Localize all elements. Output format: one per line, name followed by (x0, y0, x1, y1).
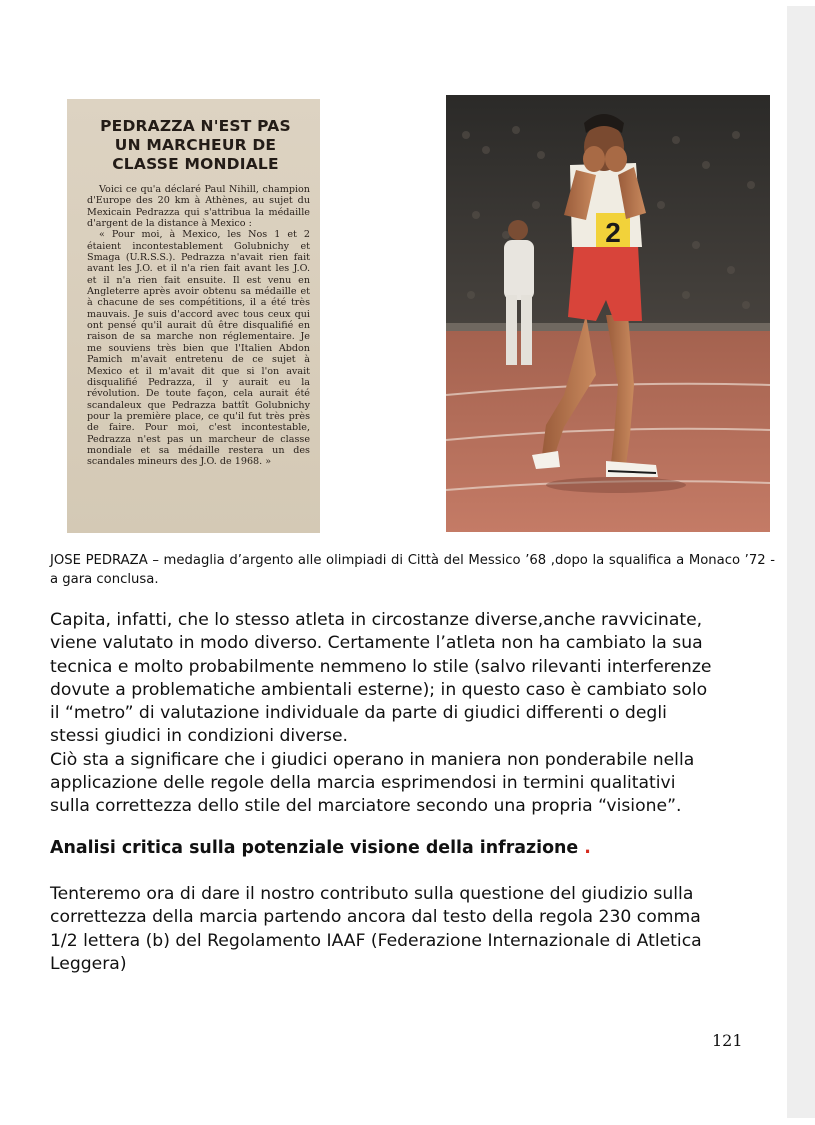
text-line: dovute a problematiche ambientali esterne); in questo caso è cambiato solo (50, 679, 708, 700)
text-line: Ciò sta a significare che i giudici operano in maniera non ponderabile nella (50, 749, 695, 770)
text-line: sulla correttezza dello stile del marciatore secondo una propria “visione”. (50, 796, 682, 817)
text-line: Tenteremo ora di dare il nostro contributo sulla questione del giudizio sulla (50, 884, 694, 904)
heading-red-dot: . (584, 838, 591, 858)
clipping-title (81, 117, 310, 174)
clipping-paragraph: Voici ce qu'a déclaré Paul Nihill, champion d'Europe des 20 km à Athènes, au sujet du Mexicain Pedrazza qui s'attribua la médaille d'argent de la distance à Mexico : (87, 184, 310, 230)
section-heading (50, 838, 775, 858)
text-line: correttezza della marcia partendo ancora dal testo della regola 230 comma (50, 907, 701, 928)
text-line: il “metro” di valutazione individuale da parte di giudici differenti o degli (50, 703, 667, 724)
text-line: applicazione delle regole della marcia esprimendosi in termini qualitativi (50, 773, 676, 794)
body-paragraph-3 (50, 883, 775, 976)
text-line: Leggera) (50, 953, 127, 974)
body-paragraph-1 (50, 609, 775, 819)
text-line: Capita, infatti, che lo stesso atleta in circostanze diverse,anche ravvicinate, (50, 610, 703, 630)
clipping-paragraph: « Pour moi, à Mexico, les Nos 1 et 2 étaient incontestablement Golubnichy et Smaga (U.R.S.S.). Pedrazza n'avait rien fait avant les J.O. et il n'a rien fait avant les J.O. et il n'a rien fait ensuite. Il est venu en Angleterre après avoir obtenu sa médaille et à chacune de ses compétitions, il a été très mauvais. Je suis d'accord avec tous ceux qui ont pensé qu'il aurait dû être disqualifié en raison de sa marche non réglementaire. Je me souviens très bien que l'Italien Abdon Pamich m'avait entretenu de ce sujet à Mexico et il m'avait dit que si l'on avait disqualifié Pedrazza, il y aurait eu la révolution. De toute façon, cela aurait été scandaleux que Pedrazza battît Golubnichy pour la première place, ce qu'il fut très près de faire. Pour moi, c'est incontestable, Pedrazza n'est pas un marcheur de classe mondiale et sa médaille restera un des scandales mineurs des J.O. de 1968. » (87, 229, 310, 468)
newspaper-clipping (67, 99, 320, 533)
page-margin-bar (787, 6, 815, 1118)
clipping-title-line: UN MARCHEUR DE (114, 136, 277, 154)
text-line: 1/2 lettera (b) del Regolamento IAAF (Federazione Internazionale di Atletica (50, 930, 702, 951)
text-line: stessi giudici in condizioni diverse. (50, 726, 348, 747)
bib-number: 2 (605, 217, 621, 248)
text-line: tecnica e molto probabilmente nemmeno lo stile (salvo rilevanti interferenze (50, 656, 712, 677)
heading-text: Analisi critica sulla potenziale visione della infrazione (50, 838, 585, 858)
race-walker-illustration (446, 95, 770, 532)
text-line: viene valutato in modo diverso. Certamente l’atleta non ha cambiato la sua (50, 633, 703, 654)
race-walker-photo (446, 95, 770, 532)
clipping-body (87, 184, 310, 468)
page-number: 121 (712, 1031, 743, 1050)
clipping-title-line: PEDRAZZA N'EST PAS (100, 117, 291, 135)
photo-caption: JOSE PEDRAZA – medaglia d’argento alle olimpiadi di Città del Messico ’68 ,dopo la squalifica a Monaco ’72 - a gara conclusa. (50, 553, 775, 587)
clipping-title-line: CLASSE MONDIALE (112, 155, 279, 173)
